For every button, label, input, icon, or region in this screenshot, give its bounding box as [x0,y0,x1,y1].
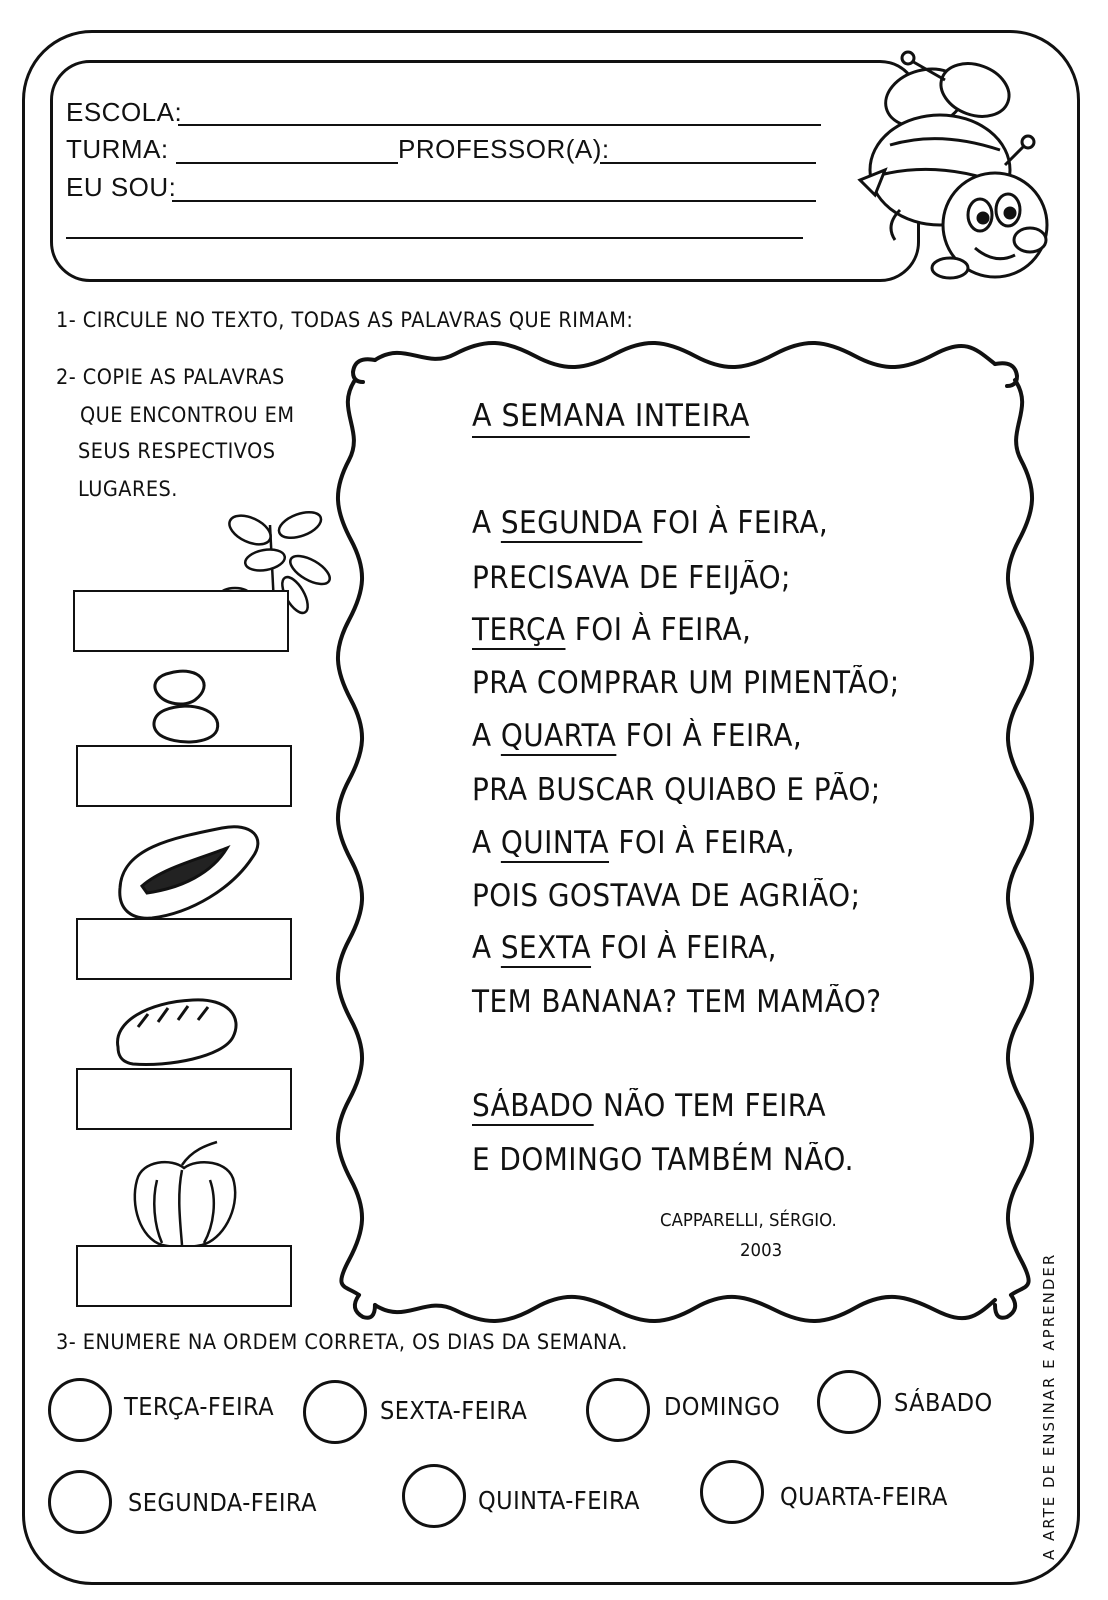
escola-label: ESCOLA: [66,97,183,127]
poem-text: POIS GOSTAVA DE AGRIÃO; [472,878,861,914]
day-circle-saturday[interactable] [817,1370,881,1434]
poem-author: CAPPARELLI, SÉRGIO. [660,1210,837,1231]
professor-label: PROFESSOR(A): [398,134,610,164]
poem-text: TEM BANANA? TEM MAMÃO? [472,984,882,1020]
day-label-wednesday: QUARTA-FEIRA [780,1482,948,1511]
poem-text: FOI À FEIRA, [609,825,795,861]
poem-line [472,718,802,754]
day-label-sunday: DOMINGO [664,1392,781,1421]
question-3: 3- ENUMERE NA ORDEM CORRETA, OS DIAS DA SEMANA. [56,1330,628,1354]
poem-text: A [472,718,501,754]
day-label-thursday: QUINTA-FEIRA [478,1486,640,1515]
day-circle-wednesday[interactable] [700,1460,764,1524]
header-box [50,60,920,282]
poem-line [472,878,860,914]
side-credit: A ARTE DE ENSINAR E APRENDER [1040,1252,1058,1560]
answer-box-2[interactable] [76,745,292,807]
day-label-friday: SEXTA-FEIRA [380,1396,528,1425]
day-label-tuesday: TERÇA-FEIRA [124,1392,275,1421]
poem-text: PRA COMPRAR UM PIMENTÃO; [472,665,900,701]
escola-field[interactable] [178,124,821,126]
eu-sou-field[interactable] [172,200,816,202]
poem-text: A [472,825,501,861]
poem-line [472,1088,826,1124]
turma-label: TURMA: [66,134,169,164]
poem-line [472,984,882,1020]
question-2-line2: QUE ENCONTROU EM [80,403,295,427]
answer-box-3[interactable] [76,918,292,980]
poem-line [472,772,881,808]
turma-field[interactable] [176,162,398,164]
answer-box-5[interactable] [76,1245,292,1307]
poem-text: A [472,505,501,541]
poem-day-word[interactable]: TERÇA [472,612,566,648]
question-2-line3: SEUS RESPECTIVOS [78,439,276,463]
extra-line-field[interactable] [66,237,803,239]
poem-day-word[interactable]: QUINTA [500,825,610,861]
professor-field[interactable] [600,162,816,164]
poem-text: FOI À FEIRA, [591,930,777,966]
day-circle-sunday[interactable] [586,1378,650,1442]
poem-line [472,612,751,648]
question-1: 1- CIRCULE NO TEXTO, TODAS AS PALAVRAS QUE RIMAM: [56,308,634,332]
answer-box-4[interactable] [76,1068,292,1130]
poem-year: 2003 [740,1240,783,1261]
poem-text: NÃO TEM FEIRA [593,1088,827,1124]
poem-day-word[interactable]: SÁBADO [472,1088,594,1124]
poem-text: FOI À FEIRA, [642,505,829,541]
poem-text: FOI À FEIRA, [565,612,752,648]
bee-mascot-icon [830,50,1065,290]
poem-day-word[interactable]: SEXTA [500,930,592,966]
day-circle-thursday[interactable] [402,1464,466,1528]
poem-text: FOI À FEIRA, [616,718,803,754]
poem-line [472,505,828,541]
bean-icon [145,665,230,750]
question-2-line4: LUGARES. [78,477,178,501]
poem-line [472,930,777,966]
poem-line [472,665,900,701]
poem-title: A SEMANA INTEIRA [472,398,750,438]
poem-day-word[interactable]: SEGUNDA [500,505,643,541]
day-label-monday: SEGUNDA-FEIRA [128,1488,317,1517]
pepper-icon [122,1140,247,1250]
answer-box-1[interactable] [73,590,289,652]
day-circle-monday[interactable] [48,1470,112,1534]
papaya-icon [112,818,267,928]
poem-line [472,1142,854,1178]
question-2-line1: 2- COPIE AS PALAVRAS [56,365,285,389]
poem-text: PRA BUSCAR QUIABO E PÃO; [472,772,881,808]
poem-text: PRECISAVA DE FEIJÃO; [472,560,791,596]
day-circle-tuesday[interactable] [48,1378,112,1442]
poem-day-word[interactable]: QUARTA [500,718,617,754]
bread-icon [108,992,243,1072]
day-circle-friday[interactable] [303,1380,367,1444]
poem-line [472,560,791,596]
poem-line [472,825,795,861]
poem-text: E DOMINGO TAMBÉM NÃO. [472,1142,854,1178]
poem-text: A [472,930,501,966]
eu-sou-label: EU SOU: [66,172,177,202]
day-label-saturday: SÁBADO [894,1388,993,1417]
